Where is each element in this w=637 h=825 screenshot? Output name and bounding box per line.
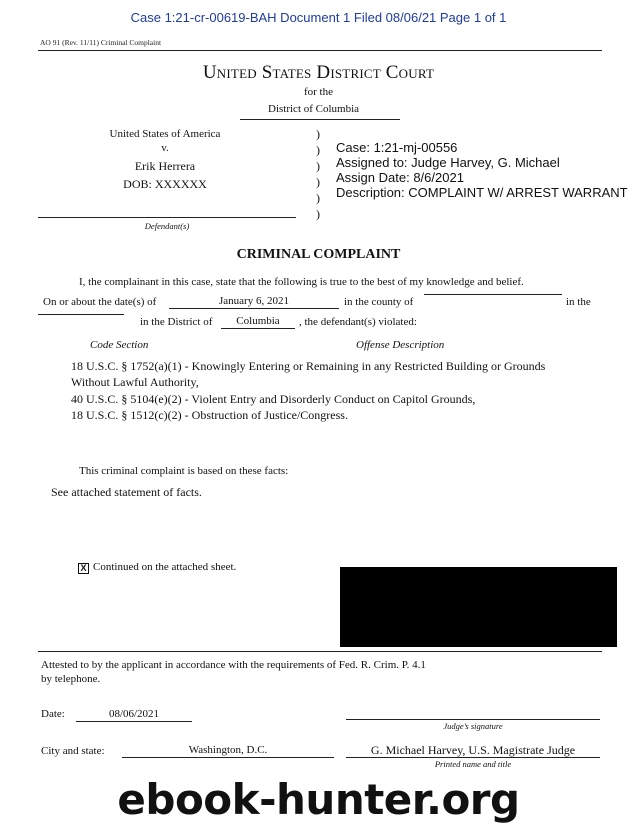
offense-line: Without Lawful Authority, xyxy=(71,375,199,389)
printed-name-label: Printed name and title xyxy=(434,759,512,769)
document-title: CRIMINAL COMPLAINT xyxy=(236,247,401,262)
caption-paren: ) xyxy=(316,175,320,189)
district-rule xyxy=(240,119,400,120)
county-of-label: in the county of xyxy=(344,296,414,308)
case-description: Description: COMPLAINT W/ ARREST WARRANT xyxy=(336,185,628,200)
defendant-rule xyxy=(38,217,296,218)
date-label: Date: xyxy=(41,708,65,720)
court-district: District of Columbia xyxy=(268,103,360,115)
case-assigned-judge: Assigned to: Judge Harvey, G. Michael xyxy=(336,155,560,170)
watermark: ebook-hunter.org xyxy=(117,775,520,824)
attest-line-1: Attested to by the applicant in accordance with the requirements of Fed. R. Crim. P. 4.1 xyxy=(41,659,426,671)
date-field: 08/06/2021 xyxy=(76,707,192,722)
facts-intro: This criminal complaint is based on these facts: xyxy=(79,465,289,477)
court-name: United States District Court xyxy=(202,62,435,83)
versus: v. xyxy=(161,142,169,154)
judge-signature-line xyxy=(346,719,600,720)
caption-paren: ) xyxy=(316,143,320,157)
city-state-field: Washington, D.C. xyxy=(122,743,334,758)
continued-label: Continued on the attached sheet. xyxy=(93,561,237,573)
caption-paren: ) xyxy=(316,127,320,141)
header-rule xyxy=(38,50,602,51)
county-field xyxy=(424,294,562,295)
defendant-dob: DOB: XXXXXX xyxy=(123,177,207,191)
court-for: for the xyxy=(303,86,333,98)
offense-line: 40 U.S.C. § 5104(e)(2) - Violent Entry and Disorderly Conduct on Capitol Grounds, xyxy=(71,392,476,406)
on-about-label: On or about the date(s) of xyxy=(43,296,157,308)
attest-rule xyxy=(38,651,602,652)
continued-checkbox[interactable]: X xyxy=(78,563,89,574)
judge-printed-name: G. Michael Harvey, U.S. Magistrate Judge xyxy=(346,743,600,758)
caption-paren: ) xyxy=(316,191,320,205)
facts-text: See attached statement of facts. xyxy=(51,485,202,499)
redacted-signature-block xyxy=(340,567,617,647)
form-identifier: AO 91 (Rev. 11/11) Criminal Complaint xyxy=(40,38,162,47)
defendant-name: Erik Herrera xyxy=(134,159,196,173)
statement-intro: I, the complainant in this case, state that the following is true to the best of my knowledge and belief. xyxy=(79,276,524,288)
offense-description-header: Offense Description xyxy=(356,339,445,351)
caption-paren: ) xyxy=(316,207,320,221)
offense-line: 18 U.S.C. § 1752(a)(1) - Knowingly Entering or Remaining in any Restricted Building or Grounds xyxy=(71,359,546,373)
case-assign-date: Assign Date: 8/6/2021 xyxy=(336,170,464,185)
district-of-label: in the District of xyxy=(140,316,213,328)
in-the-label: in the xyxy=(566,296,591,308)
case-number: Case: 1:21-mj-00556 xyxy=(336,140,458,155)
code-section-header: Code Section xyxy=(90,339,149,351)
judge-signature-label: Judge’s signature xyxy=(443,721,503,731)
offense-line: 18 U.S.C. § 1512(c)(2) - Obstruction of Justice/Congress. xyxy=(71,408,348,422)
violated-label: , the defendant(s) violated: xyxy=(299,316,417,328)
continued-row xyxy=(78,561,236,574)
prefix-field xyxy=(38,314,124,315)
district-field: Columbia xyxy=(221,314,295,329)
city-state-label: City and state: xyxy=(41,745,105,757)
defendant-label: Defendant(s) xyxy=(144,221,190,231)
offense-date-field: January 6, 2021 xyxy=(169,294,339,309)
caption-paren: ) xyxy=(316,159,320,173)
case-header-stamp: Case 1:21-cr-00619-BAH Document 1 Filed 08/06/21 Page 1 of 1 xyxy=(130,10,507,25)
attest-line-2: by telephone. xyxy=(41,673,101,685)
plaintiff-name: United States of America xyxy=(109,128,221,140)
